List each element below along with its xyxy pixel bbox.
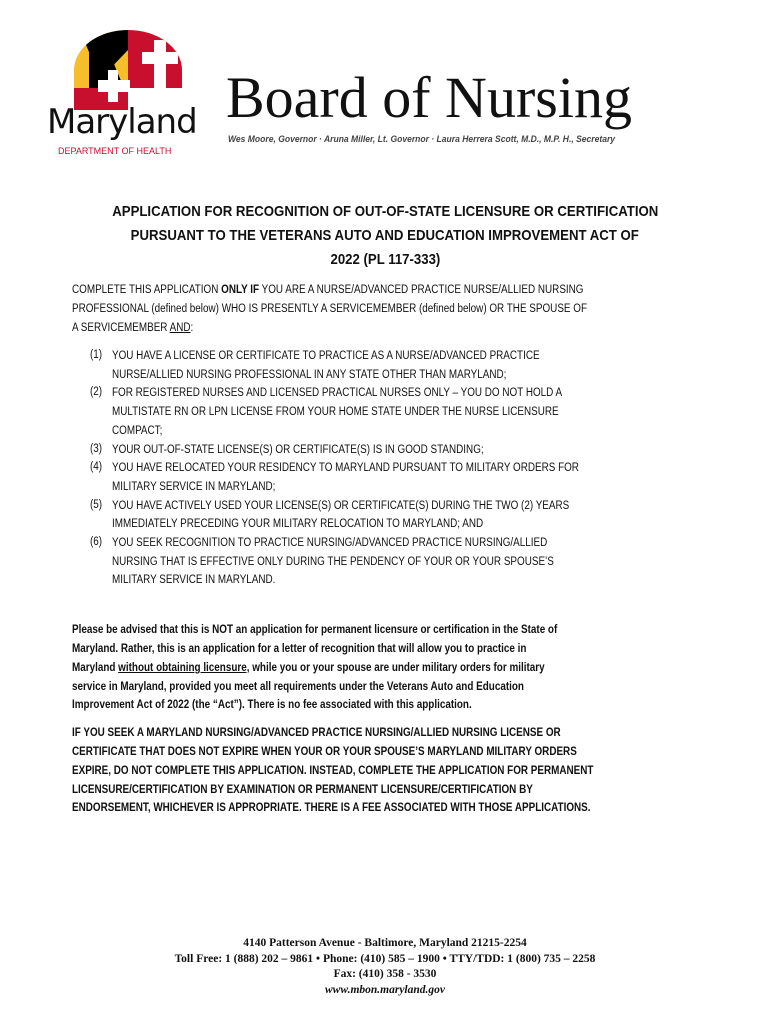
footer-fax: Fax: (410) 358 - 3530 xyxy=(333,968,437,980)
emphasis: without obtaining licensure, xyxy=(118,662,250,674)
footer-address: 4140 Patterson Avenue - Baltimore, Maryland 21215-2254 xyxy=(243,937,527,949)
logo-wordmark: Maryland xyxy=(47,102,197,142)
text: while you or your spouse are under military orders for military xyxy=(249,662,545,674)
emphasis: ONLY IF xyxy=(221,284,260,296)
text: YOU ARE A NURSE/ADVANCED PRACTICE NURSE/ALLIED NURSING xyxy=(259,284,584,296)
text: Improvement Act of 2022 (the “Act”). There is no fee associated with this application. xyxy=(72,699,472,711)
text: IF YOU SEEK A MARYLAND NURSING/ADVANCED PRACTICE NURSING/ALLIED NURSING LICENSE OR xyxy=(72,727,561,739)
condition-number: (2) xyxy=(90,386,103,399)
footer-website-link[interactable]: www.mbon.maryland.gov xyxy=(324,984,446,996)
condition-text: IMMEDIATELY PRECEDING YOUR MILITARY RELOCATION TO MARYLAND; AND xyxy=(112,518,484,531)
text: EXPIRE, DO NOT COMPLETE THIS APPLICATION. INSTEAD, COMPLETE THE APPLICATION FOR PERMANENT xyxy=(72,765,594,777)
condition-text: MULTISTATE RN OR LPN LICENSE FROM YOUR HOME STATE UNDER THE NURSE LICENSURE xyxy=(112,406,559,419)
condition-number: (6) xyxy=(90,536,103,548)
condition-text: COMPACT; xyxy=(112,424,163,437)
logo-department: DEPARTMENT OF HEALTH xyxy=(58,146,172,156)
condition-text: NURSING THAT IS EFFECTIVE ONLY DURING THE PENDENCY OF YOUR OR YOUR SPOUSE’S xyxy=(112,555,554,568)
condition-number: (3) xyxy=(90,442,103,455)
condition-text: MILITARY SERVICE IN MARYLAND; xyxy=(112,480,276,493)
text: service in Maryland, provided you meet all requirements under the Veterans Auto and Education xyxy=(72,681,524,693)
title-line: PURSUANT TO THE VETERANS AUTO AND EDUCATION IMPROVEMENT ACT OF xyxy=(130,227,640,244)
condition-number: (5) xyxy=(90,498,103,511)
condition-number: (4) xyxy=(90,461,103,474)
condition-text: MILITARY SERVICE IN MARYLAND. xyxy=(112,574,276,587)
title-line: 2022 (PL 117-333) xyxy=(330,251,440,268)
text: : xyxy=(190,322,194,334)
board-title: Board of Nursing xyxy=(226,65,632,130)
text: Please be advised that this is NOT an application for permanent licensure or certification in the State of xyxy=(72,624,558,636)
text: LICENSURE/CERTIFICATION BY EXAMINATION OR PERMANENT LICENSURE/CERTIFICATION BY xyxy=(72,784,533,796)
condition-text: YOU SEEK RECOGNITION TO PRACTICE NURSING/ADVANCED PRACTICE NURSING/ALLIED xyxy=(112,537,548,549)
title-line: APPLICATION FOR RECOGNITION OF OUT-OF-STATE LICENSURE OR CERTIFICATION xyxy=(111,203,659,220)
text: PROFESSIONAL (defined below) WHO IS PRESENTLY A SERVICEMEMBER (defined below) OR THE SPOUSE OF xyxy=(72,303,588,315)
text: CERTIFICATE THAT DOES NOT EXPIRE WHEN YOUR OR YOUR SPOUSE’S MARYLAND MILITARY ORDERS xyxy=(72,746,577,758)
footer-phones: Toll Free: 1 (888) 202 – 9861 • Phone: (410) 585 – 1900 • TTY/TDD: 1 (800) 735 – 2258 xyxy=(174,953,596,965)
text: COMPLETE THIS APPLICATION xyxy=(72,284,222,296)
maryland-flag-icon xyxy=(74,30,182,110)
condition-text: FOR REGISTERED NURSES AND LICENSED PRACTICAL NURSES ONLY – YOU DO NOT HOLD A xyxy=(112,387,563,400)
text: ENDORSEMENT, WHICHEVER IS APPROPRIATE. THERE IS A FEE ASSOCIATED WITH THOSE APPLICATIONS. xyxy=(72,802,591,814)
condition-text: YOU HAVE RELOCATED YOUR RESIDENCY TO MARYLAND PURSUANT TO MILITARY ORDERS FOR xyxy=(112,462,579,475)
condition-text: YOUR OUT-OF-STATE LICENSE(S) OR CERTIFICATE(S) IS IN GOOD STANDING; xyxy=(112,443,484,456)
condition-text: YOU HAVE ACTIVELY USED YOUR LICENSE(S) OR CERTIFICATE(S) DURING THE TWO (2) YEARS xyxy=(112,499,570,512)
text: Maryland. Rather, this is an application for a letter of recognition that will allow you to practice in xyxy=(72,643,527,655)
emphasis: AND xyxy=(169,322,191,334)
condition-text: YOU HAVE A LICENSE OR CERTIFICATE TO PRACTICE AS A NURSE/ADVANCED PRACTICE xyxy=(112,350,540,362)
condition-text: NURSE/ALLIED NURSING PROFESSIONAL IN ANY STATE OTHER THAN MARYLAND; xyxy=(112,368,507,381)
officials-line: Wes Moore, Governor · Aruna Miller, Lt. Governor · Laura Herrera Scott, M.D., M.P. H., Secretary xyxy=(228,134,616,145)
text: Maryland xyxy=(72,662,119,674)
condition-number: (1) xyxy=(90,349,103,361)
text: A SERVICEMEMBER xyxy=(72,322,170,334)
